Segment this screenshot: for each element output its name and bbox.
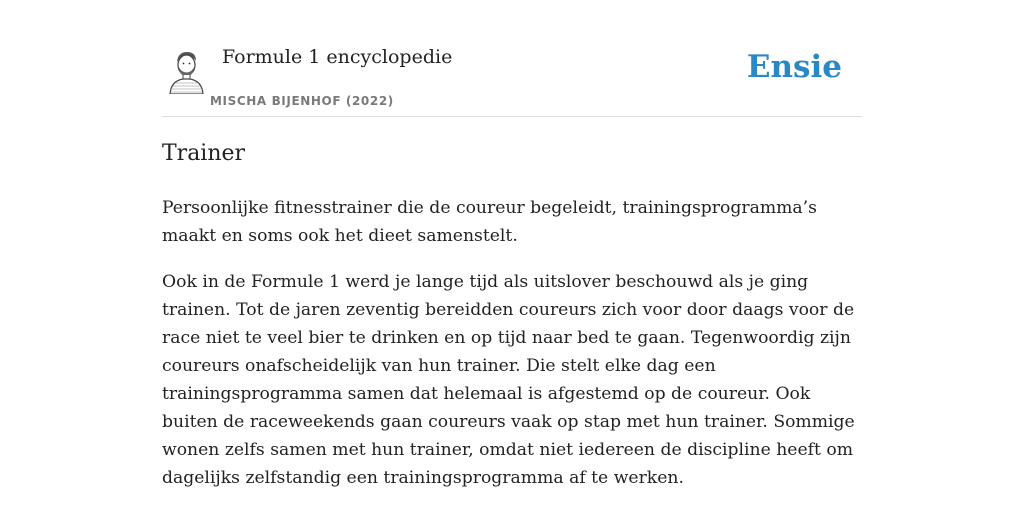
entry-content	[162, 138, 862, 510]
book-header	[162, 0, 862, 117]
entry-paragraph: Persoonlijke fitnesstrainer die de coureur begeleidt, trainingsprogramma’s maakt en soms ook het dieet samenstelt.	[162, 198, 817, 246]
author-line[interactable]: MISCHA BIJENHOF (2022)	[210, 94, 394, 108]
brand-logo[interactable]: Ensie	[746, 49, 842, 85]
entry-term: Trainer	[162, 141, 246, 166]
entry-paragraph: Ook in de Formule 1 werd je lange tijd als uitslover beschouwd als je ging trainen. Tot de jaren zeventig bereidden coureurs zich voor door daags voor de race niet te veel bier te drinken en op tijd naar bed te gaan. Tegenwoordig zijn coureurs onafscheidelijk van hun trainer. Die stelt elke dag een trainingsprogramma samen dat helemaal is afgestemd op de coureur. Ook buiten de raceweekends gaan coureurs vaak op stap met hun trainer. Sommige wonen zelfs samen met hun trainer, omdat niet iedereen de discipline heeft om dagelijks zelfstandig een trainingsprogramma af te werken.	[162, 272, 855, 488]
author-portrait-icon	[166, 48, 206, 94]
book-title[interactable]: Formule 1 encyclopedie	[222, 46, 453, 68]
